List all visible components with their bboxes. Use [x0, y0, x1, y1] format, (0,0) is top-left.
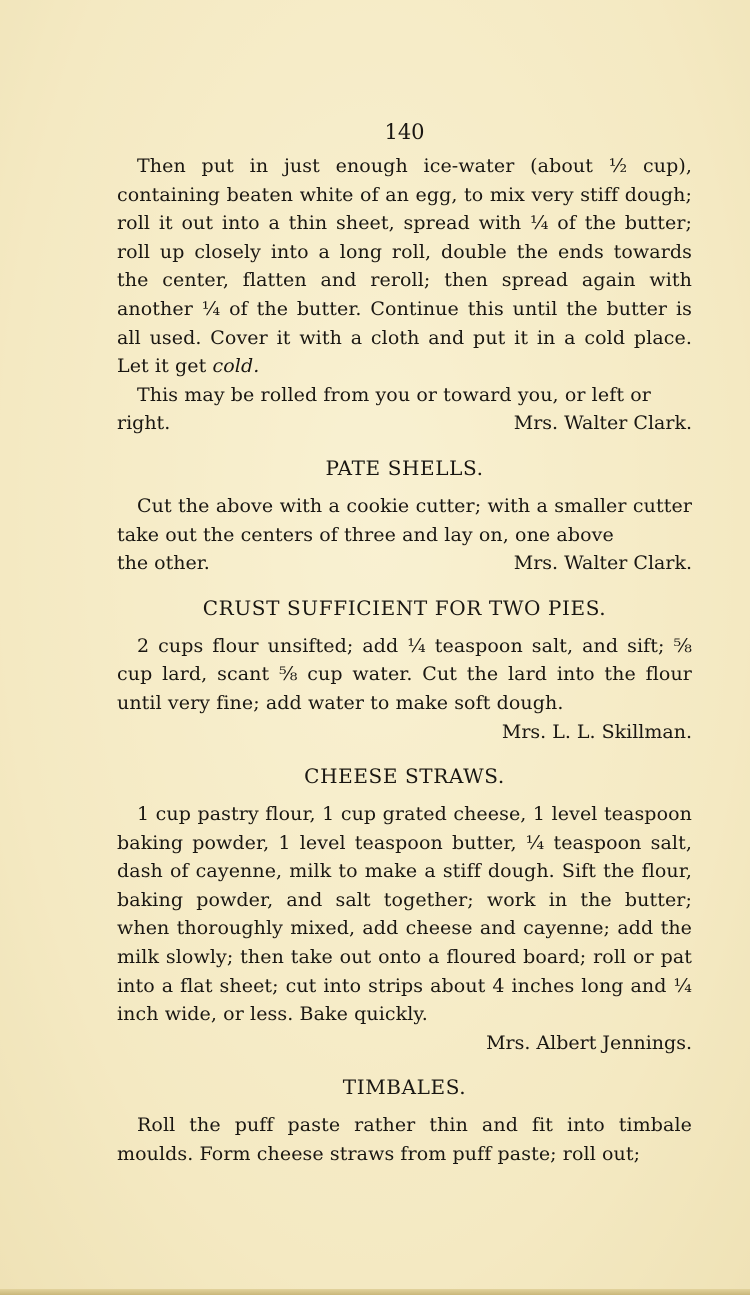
- intro-text: Then put in just enough ice-water (about ½ cup), containing beaten white of an egg, to mix very stiff dough; roll it out into a thin sheet, spread with ¼ of the butter; roll up closely into a long roll, double the ends towards the center, flatten and reroll; then spread again with another ¼ of the butter. Continue this until the butter is all used. Cover it with a cloth and put it in a cold place. Let it get: [117, 155, 692, 378]
- pate-shells-signature: Mrs. Walter Clark.: [513, 552, 692, 575]
- crust-text: 2 cups flour unsifted; add ¼ teaspoon salt, and sift; ⅝ cup lard, scant ⅝ cup water. Cut the lard into the flour until very fine; add water to make soft dough.: [117, 634, 692, 714]
- intro-signature: Mrs. Walter Clark.: [513, 412, 692, 435]
- crust-signature: Mrs. L. L. Skillman.: [501, 720, 692, 743]
- heading-pate-shells: PATE SHELLS.: [325, 455, 484, 480]
- intro-second-paragraph: This may be rolled from you or toward you, or left or: [137, 383, 651, 406]
- intro-last-word: right.: [117, 412, 171, 435]
- intro-paragraph: [117, 152, 692, 381]
- heading-cheese-straws: CHEESE STRAWS.: [304, 764, 505, 789]
- pate-shells-last-line: the other.: [117, 552, 210, 575]
- cheese-straws-signature: Mrs. Albert Jennings.: [486, 1031, 692, 1054]
- page-bottom-edge: [0, 1289, 750, 1295]
- intro-signature-line: [117, 409, 692, 438]
- page-number: 140: [384, 120, 425, 144]
- intro-emphasis: cold.: [212, 355, 260, 378]
- pate-shells-signature-line: [117, 549, 692, 578]
- book-page: [117, 112, 692, 1169]
- timbales-text: Roll the puff paste rather thin and fit into timbale moulds. Form cheese straws from puff paste; roll out;: [117, 1114, 692, 1166]
- cheese-straws-text: 1 cup pastry flour, 1 cup grated cheese, 1 level teaspoon baking powder, 1 level teaspoon butter, ¼ teaspoon salt, dash of cayenne, milk to make a stiff dough. Sift the flour, baking powder, and salt together; work in the butter; when thoroughly mixed, add cheese and cayenne; add the milk slowly; then take out onto a floured board; roll or pat into a flat sheet; cut into strips about 4 inches long and ¼ inch wide, or less. Bake quickly.: [117, 803, 692, 1026]
- heading-crust: CRUST SUFFICIENT FOR TWO PIES.: [202, 595, 607, 620]
- heading-timbales: TIMBALES.: [342, 1075, 467, 1100]
- pate-shells-text: Cut the above with a cookie cutter; with a smaller cutter take out the centers of three and lay on, one above: [117, 494, 692, 546]
